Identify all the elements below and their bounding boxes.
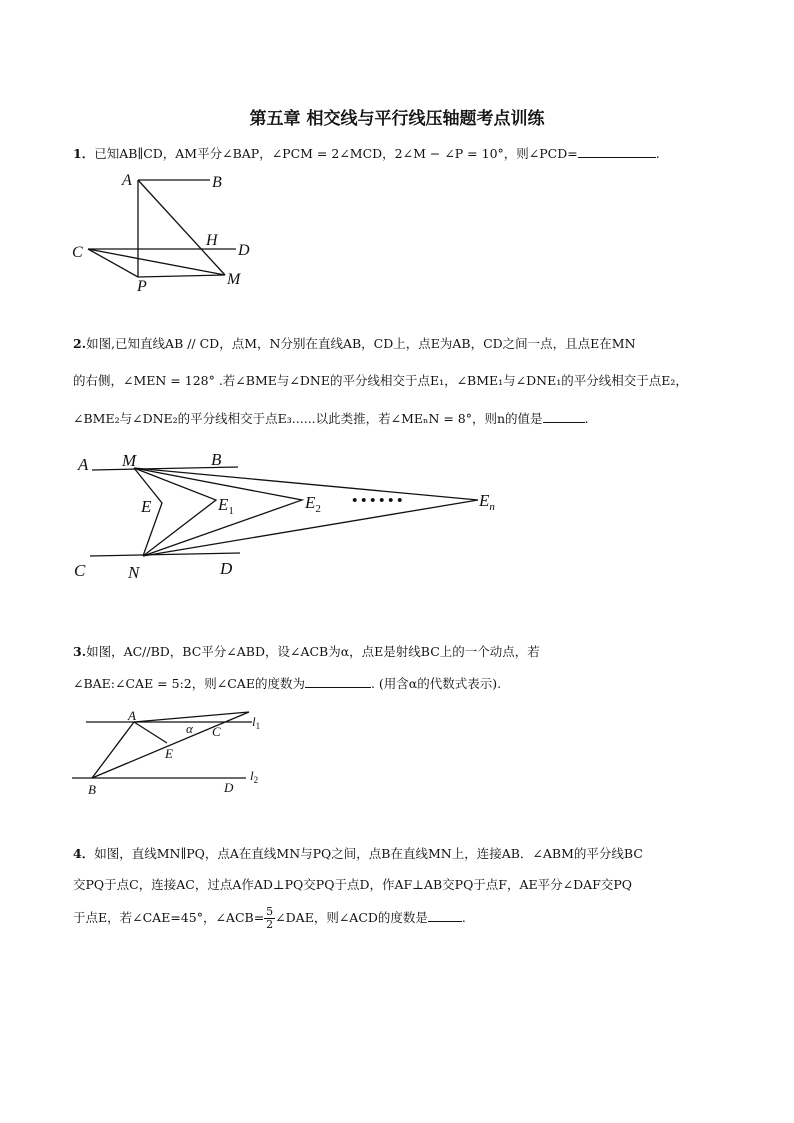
label-P: P (137, 278, 147, 295)
label-A: A (128, 708, 136, 723)
question-3-body-2: ∠BAE:∠CAE = 5:2，则∠CAE的度数为 (73, 676, 305, 691)
question-4-body-3b: ∠DAE，则∠ACD的度数是 (275, 910, 428, 925)
label-E1: $E_1$ (218, 495, 234, 517)
label-E2: $E_2$ (305, 493, 321, 515)
label-C: C (74, 561, 86, 580)
question-1-body: 已知AB∥CD，AM平分∠BAP，∠PCM = 2∠MCD，2∠M − ∠P = 10°，则∠PCD= (94, 146, 578, 161)
question-2-line-3 (73, 410, 589, 428)
label-B: B (212, 174, 222, 191)
question-3-line-2 (73, 675, 501, 693)
label-C: C (212, 724, 221, 739)
label-C: C (72, 244, 83, 261)
label-D: D (238, 242, 250, 259)
label-E: E (141, 497, 152, 516)
question-4-number: 4． (73, 846, 95, 861)
label-M: M (227, 271, 241, 288)
question-4-line-3 (73, 906, 466, 931)
question-3-body-2-end: . (用含α的代数式表示). (370, 676, 502, 691)
question-2-number: 2. (73, 336, 87, 351)
question-1-end: . (655, 146, 660, 161)
figure-1 (60, 165, 290, 300)
label-A: A (122, 172, 132, 189)
page-title: 第五章 相交线与平行线压轴题考点训练 (249, 109, 545, 129)
label-M: M (122, 451, 137, 470)
figure-2 (70, 448, 520, 583)
label-alpha: α (186, 721, 193, 736)
question-1-number: 1． (73, 146, 95, 161)
answer-blank-1 (578, 145, 656, 158)
label-H: H (206, 232, 218, 249)
label-A: A (78, 455, 89, 474)
question-2-line-1 (73, 335, 636, 353)
segment-PM (138, 275, 225, 277)
question-1-text (73, 145, 660, 163)
question-2-end: . (584, 411, 589, 426)
question-4-line-1 (73, 845, 643, 863)
figure-3 (64, 702, 284, 802)
path-MEnN (134, 468, 478, 556)
question-4-body-1: 如图，直线MN∥PQ，点A在直线MN与PQ之间，点B在直线MN上，连接AB．∠ABM的平分线BC (94, 846, 643, 861)
question-4-body-3a: 于点E，若∠CAE=45°，∠ACB= (73, 910, 265, 925)
question-2-body-1: 如图,已知直线AB // CD，点M，N分别在直线AB，CD上，点E为AB，CD之间一点，且点E在MN (86, 336, 636, 351)
label-En: $E_n$ (479, 491, 495, 513)
question-2-body-3: ∠BME₂与∠DNE₂的平分线相交于点E₃......以此类推，若∠MEₙN = 8°，则n的值是 (73, 411, 543, 426)
label-N: N (128, 563, 140, 582)
answer-blank-4 (428, 909, 462, 922)
question-3-body-1: 如图，AC//BD，BC平分∠ABD，设∠ACB为α，点E是射线BC上的一个动点，若 (86, 644, 540, 659)
line-CD (90, 553, 240, 556)
question-4-line-2: 交PQ于点C，连接AC，过点A作AD⊥PQ交PQ于点D，作AF⊥AB交PQ于点F，AE平分∠DAF交PQ (73, 877, 632, 892)
question-2-line-2: 的右侧，∠MEN = 128° .若∠BME与∠DNE的平分线相交于点E₁，∠BME₁与∠DNE₁的平分线相交于点E₂， (73, 373, 688, 388)
label-E: E (165, 746, 173, 761)
label-D: D (224, 780, 234, 795)
answer-blank-3 (305, 675, 371, 688)
ellipsis-dots: • • • • • • (352, 493, 403, 509)
question-3-number: 3. (73, 644, 87, 659)
fraction-5-2: $\frac{5}{2}$ (266, 905, 274, 931)
question-4-end: . (461, 910, 466, 925)
label-l2: $l_2$ (250, 768, 259, 785)
answer-blank-2 (543, 410, 585, 423)
question-3-line-1 (73, 643, 540, 661)
label-l1: $l_1$ (252, 714, 261, 731)
label-B: B (88, 782, 96, 797)
segment-AE (134, 722, 167, 743)
label-D: D (220, 559, 233, 578)
label-B: B (211, 450, 222, 469)
